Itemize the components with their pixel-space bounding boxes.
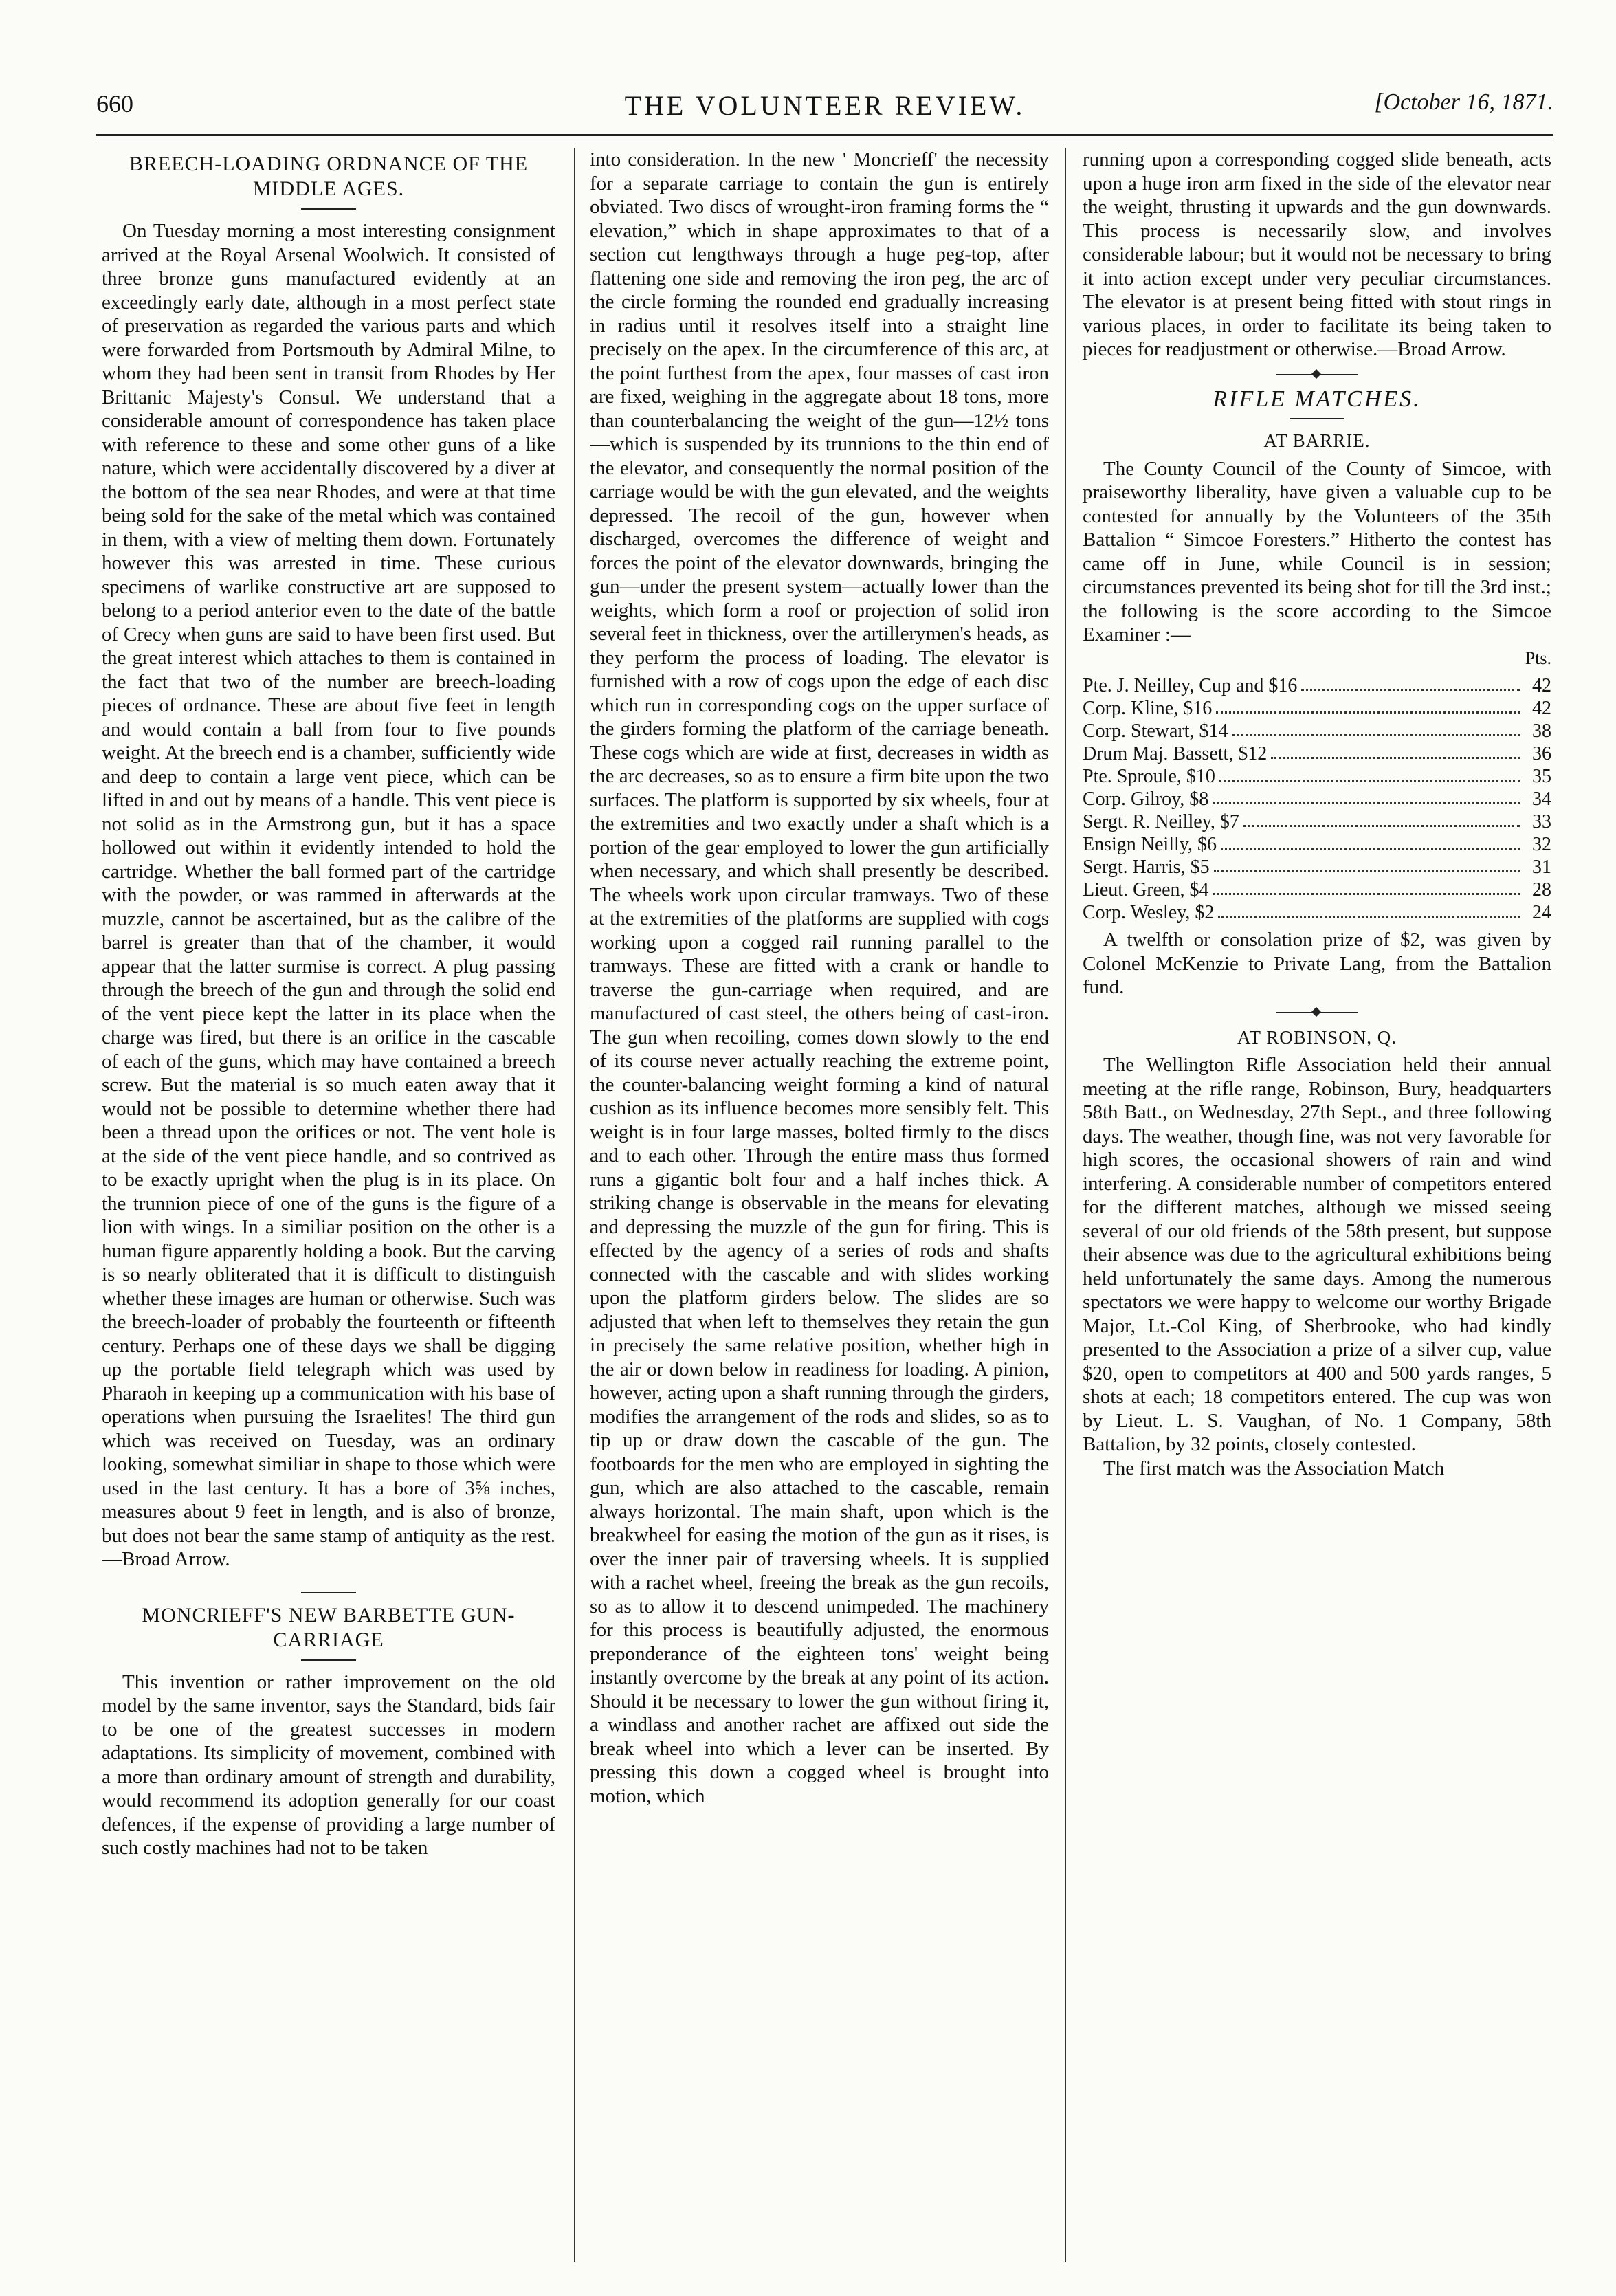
article-paragraph: This invention or rather improvement on the old model by the same inventor, says the Standard, bids fair to be one of the greatest successes in modern adaptations. Its simplicity of movement, combined with a more than ordinary amount of strength and durability, would recommend its adoption generally for our coast defences, if the expense of providing a large number of such costly machines had not to be taken xyxy=(102,1670,555,1859)
issue-date: [October 16, 1871. xyxy=(1374,89,1553,115)
article-paragraph: The County Council of the County of Simcoe, with praiseworthy liberality, have given a valuable cup to be contested for annually by the Volunteers of the 35th Battalion “ Simcoe Foresters.” Hitherto the contest has came off in June, while Council is in session; circumstances prevented its being shot for till the 3rd inst.; the following is the score according to the Simcoe Examiner :— xyxy=(1083,457,1551,645)
article-paragraph: running upon a corresponding cogged slide beneath, acts upon a huge iron arm fixed in the side of the elevator near the weight, thrusting it upwards and the gun downwards. This process is necessarily slow, and involves considerable labour; but it would not be necessary to bring it into action except under very peculiar circumstances. The elevator is at present being fitted with stout rings in various places, in order to facilitate its being taken to pieces for readjustment or otherwise.—Broad Arrow. xyxy=(1083,148,1551,360)
column-2 xyxy=(590,148,1049,2262)
article-headline: MONCRIEFF'S NEW BARBETTE GUN-CARRIAGE xyxy=(142,1603,516,1651)
article-paragraph: into consideration. In the new ' Moncrieff' the necessity for a separate carriage to contain the gun is entirely obviated. Two discs of wrought-iron framing forms the “ elevation,” which in shape approximates to that of a section cut lengthways through a huge peg-top, after flattening one side and removing the iron peg, the arc of the circle forming the rounded end gradually increasing in radius until it resolves itself into a straight line precisely on the apex. In the circumference of this arc, at the point furthest from the apex, four masses of cast iron are fixed, weighing in the aggregate about 18 tons, more than counterbalancing the weight of the gun—12½ tons—which is suspended by its trunnions to the thin end of the elevator, and consequently the normal position of the carriage would be with the gun elevated, and the weights depressed. The recoil of the gun, however when discharged, overcomes the difference of weight and forces the point of the elevator downwards, bringing the gun—under the present system—actually lower than the weights, which form a roof or projection of solid iron several feet in thickness, over the artillerymen's heads, as they perform the process of loading. The elevator is furnished with a row of cogs upon the edge of each disc which run in corresponding cogs on the upper surface of the girders forming the platform of the carriage beneath. These cogs which are wide at first, decreases in width as the arc decreases, so as to ensure a firm bite upon the two surfaces. The platform is supported by six wheels, four at the extremities and two exactly under a shaft which is a portion of the gear employed to lower the gun artificially when necessary, and which shall presently be described. The wheels work upon circular tramways. Two of these at the extremities of the platforms are supplied with cogs working upon a cogged rail running parallel to the tramways. These are fitted with a crank or handle to traverse the gun-carriage when required, and are manufactured of cast steel, the others being of cast-iron. The gun when recoiling, comes down slowly to the end of its course never actually reaching the extreme point, the counter-balancing weight forming a kind of natural cushion as its influence becomes more sensibly felt. This weight is in four large masses, bolted firmly to the discs and to each other. Through the entire mass thus formed runs a gigantic bolt four and a half inches thick. A striking change is observable in the means for elevating and depressing the muzzle of the gun for firing. This is effected by the agency of a series of rods and shafts connected with the cascable and with slides working upon the platform girders below. The slides are so adjusted that when left to themselves they retain the gun in precisely the same relative position, whether high in the air or down below in readiness for loading. A pinion, however, acting upon a shaft running through the girders, modifies the arrangement of the rods and slides, so as to tip up or draw down the cascable of the gun. The footboards for the men who are employed in sighting the gun, which are also attached to the cascable, remain always horizontal. The main shaft, upon which is the breakwheel for easing the motion of the gun as it rises, is over the inner pair of traversing wheels. It is supplied with a rachet wheel, freeing the break as the gun recoils, so as to allow it to descend unimpeded. The machinery for this process is beautifully adjusted, the enormous preponderance of the eighteen tons' weight being instantly overcome by the break at any point of its action. Should it be necessary to lower the gun without firing it, a windlass and another rachet are affixed out side the break wheel into which a lever can be inserted. By pressing this down a cogged wheel is brought into motion, which xyxy=(590,148,1049,1807)
competitor-name: Corp. Stewart, $14 xyxy=(1083,720,1228,742)
score-row xyxy=(1083,879,1551,901)
competitor-points: 31 xyxy=(1532,857,1551,878)
competitor-name: Pte. Sproule, $10 xyxy=(1083,766,1215,787)
points-label: Pts. xyxy=(1525,648,1551,668)
competitor-points: 42 xyxy=(1532,675,1551,696)
competitor-name: Sergt. R. Neilley, $7 xyxy=(1083,811,1239,832)
column-divider xyxy=(574,148,575,2262)
competitor-name: Corp. Wesley, $2 xyxy=(1083,902,1215,923)
page-number: 660 xyxy=(96,90,133,118)
competitor-name: Corp. Gilroy, $8 xyxy=(1083,788,1209,810)
column-1 xyxy=(102,148,555,2262)
score-table xyxy=(1083,674,1551,924)
competitor-name: Corp. Kline, $16 xyxy=(1083,698,1213,719)
leader-dots xyxy=(1213,879,1520,895)
leader-dots xyxy=(1216,697,1520,714)
leader-dots xyxy=(1218,901,1520,918)
score-row xyxy=(1083,742,1551,765)
leader-dots xyxy=(1271,742,1520,759)
competitor-points: 35 xyxy=(1532,766,1551,787)
competitor-points: 38 xyxy=(1532,720,1551,742)
headline-rule xyxy=(301,1659,356,1661)
headline-rule xyxy=(1290,418,1344,419)
score-row xyxy=(1083,765,1551,788)
leader-dots xyxy=(1232,720,1520,736)
competitor-name: Drum Maj. Bassett, $12 xyxy=(1083,743,1268,764)
competitor-name: Ensign Neilly, $6 xyxy=(1083,834,1217,855)
competitor-points: 36 xyxy=(1532,743,1551,764)
publication-title: THE VOLUNTEER REVIEW. xyxy=(624,90,1026,121)
score-row xyxy=(1083,833,1551,856)
column-divider xyxy=(1065,148,1066,2262)
column-3 xyxy=(1083,148,1551,2262)
score-row xyxy=(1083,697,1551,720)
leader-dots xyxy=(1221,833,1520,850)
article-paragraph: On Tuesday morning a most interesting consignment arrived at the Royal Arsenal Woolwich. It consisted of three bronze guns manufactured evidently at an exceedingly early date, although in a most perfect state of preservation as regarded the various parts and which were forwarded from Portsmouth by Admiral Milne, to whom they had been sent in transit from Rhodes by Her Brittanic Majesty's Consul. We understand that a considerable amount of correspondence has taken place with reference to these and some other guns of a like nature, which were accidentally discovered by a diver at the bottom of the sea near Rhodes, and were at that time being sold for the sake of the metal which was contained in them, with a view of melting them down. Fortunately however this was arrested in time. These curious specimens of warlike constructive art are supposed to belong to a period anterior even to the date of the battle of Crecy when guns are said to have been first used. But the great interest which attaches to them is contained in the fact that two of the number are breech-loading pieces of ordnance. These are about five feet in length and would contain a ball from four to five pounds weight. At the breech end is a chamber, sufficiently wide and deep to contain a large vent piece, which can be lifted in and out by means of a handle. This vent piece is not solid as in the Armstrong gun, but it has a space hollowed out within it evidently intended to hold the cartridge. Whether the ball formed part of the cartridge with the powder, or was rammed in afterwards at the muzzle, cannot be ascertained, but as the calibre of the barrel is greater than that of the chamber, it would appear that the latter surmise is correct. A plug passing through the breech of the gun and through the solid end of the vent piece kept the latter in its place when the charge was fired, but there is an orifice in the cascable of each of the guns, which may have contained a breech screw. But the material is so much eaten away that it would not be possible to determine whether there had been a thread upon the orifices or not. The vent hole is at the side of the vent piece handle, and so contrived as to be exactly upright when the plug is in its place. On the trunnion piece of one of the guns is the figure of a lion with wings. In a similiar position on the other is a human figure apparently holding a book. But the carving is so nearly obliterated that it is difficult to distinguish whether these images are human or otherwise. Such was the breech-loader of probably the fourteenth or fifteenth century. Perhaps one of these days we shall be digging up the portable field telegraph which was used by Pharaoh in keeping up a communication with his base of operations when pursuing the Israelites! The third gun which was received on Tuesday, was an ordinary looking, somewhat similiar in shape to those which were used in the last century. It has a bore of 3⅝ inches, measures about 9 feet in length, and is also of bronze, but does not bear the same stamp of antiquity as the rest.—Broad Arrow. xyxy=(102,220,555,1570)
competitor-points: 32 xyxy=(1532,834,1551,855)
score-row xyxy=(1083,720,1551,742)
score-row xyxy=(1083,674,1551,697)
article-paragraph: The Wellington Rifle Association held their annual meeting at the rifle range, Robinson, Bury, headquarters 58th Batt., on Wednesday, 27th Sept., and three following days. The weather, though fine, was not very favorable for high scores, the occasional showers of rain and wind interfering. A considerable number of competitors entered for the different matches, although we missed seeing several of our old friends of the 58th present, but suppose their absence was due to the agricultural exhibitions being held unfortunately the same days. Among the numerous spectators we were happy to welcome our worthy Brigade Major, Lt.-Col King, of Sherbrooke, who had kindly presented to the Association a prize of a silver cup, value $20, open to competitors at 400 and 500 yards ranges, 5 shots at each; 18 competitors entered. The cup was won by Lieut. L. S. Vaughan, of No. 1 Company, 58th Battalion, by 32 points, closely contested. xyxy=(1083,1054,1551,1455)
header-rule xyxy=(96,134,1553,136)
subsection-headline: AT ROBINSON, Q. xyxy=(1237,1026,1397,1048)
leader-dots xyxy=(1301,674,1520,691)
article-paragraph: A twelfth or consolation prize of $2, was given by Colonel McKenzie to Private Lang, from the Battalion fund. xyxy=(1083,929,1551,998)
section-divider xyxy=(1276,1012,1358,1013)
article-headline: BREECH-LOADING ORDNANCE OF THE MIDDLE AGES. xyxy=(129,153,529,200)
score-row xyxy=(1083,901,1551,924)
page-header xyxy=(96,89,1553,131)
competitor-name: Pte. J. Neilley, Cup and $16 xyxy=(1083,675,1298,696)
competitor-points: 42 xyxy=(1532,698,1551,719)
score-row xyxy=(1083,788,1551,810)
section-rule xyxy=(301,1592,356,1593)
headline-rule xyxy=(301,208,356,210)
competitor-points: 24 xyxy=(1532,902,1551,923)
competitor-points: 28 xyxy=(1532,879,1551,901)
competitor-points: 34 xyxy=(1532,788,1551,810)
score-row xyxy=(1083,810,1551,833)
competitor-points: 33 xyxy=(1532,811,1551,832)
section-divider xyxy=(1276,374,1358,375)
leader-dots xyxy=(1219,765,1520,782)
subsection-headline: AT BARRIE. xyxy=(1263,430,1371,451)
leader-dots xyxy=(1213,788,1520,804)
leader-dots xyxy=(1214,856,1520,872)
article-paragraph: The first match was the Association Match xyxy=(1103,1457,1445,1479)
section-headline: RIFLE MATCHES. xyxy=(1213,386,1421,412)
competitor-name: Lieut. Green, $4 xyxy=(1083,879,1209,901)
score-row xyxy=(1083,856,1551,879)
leader-dots xyxy=(1243,810,1520,827)
competitor-name: Sergt. Harris, $5 xyxy=(1083,857,1210,878)
